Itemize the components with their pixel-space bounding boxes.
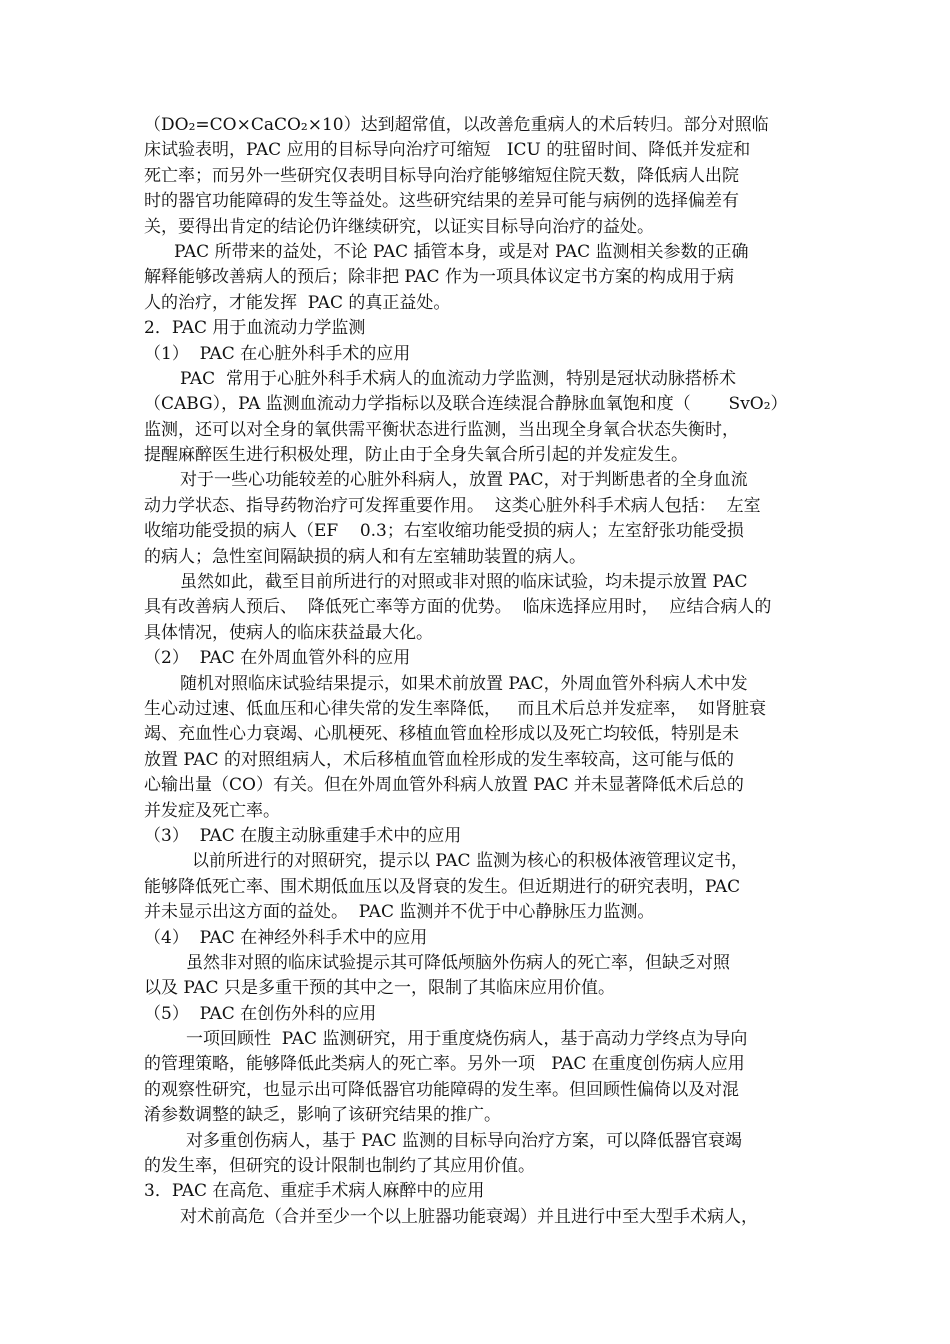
subsection-heading: （3） PAC 在腹主动脉重建手术中的应用: [144, 825, 462, 846]
text-line: 能够降低死亡率、围术期低血压以及肾衰的发生。但近期进行的研究表明，PAC: [144, 876, 741, 897]
text-line: 生心动过速、低血压和心律失常的发生率降低， 而且术后总并发症率， 如肾脏衰: [144, 698, 767, 719]
text-line: 死亡率；而另外一些研究仅表明目标导向治疗能够缩短住院天数，降低病人出院: [144, 165, 739, 186]
text-line: 放置 PAC 的对照组病人，术后移植血管血栓形成的发生率较高，这可能与低的: [144, 749, 734, 770]
text-line: PAC 所带来的益处，不论 PAC 插管本身，或是对 PAC 监测相关参数的正确: [174, 241, 749, 262]
subsection-heading: （1） PAC 在心脏外科手术的应用: [144, 343, 411, 364]
text-line: 竭、充血性心力衰竭、心肌梗死、移植血管血栓形成以及死亡均较低，特别是未: [144, 724, 739, 745]
text-line: 并发症及死亡率。: [144, 800, 280, 821]
text-line: （CABG），PA 监测血流动力学指标以及联合连续混合静脉血氧饱和度（ SvO₂）: [144, 394, 788, 415]
text-line: 的观察性研究，也显示出可降低器官功能障碍的发生率。但回顾性偏倚以及对混: [144, 1079, 739, 1100]
text-line: 解释能够改善病人的预后；除非把 PAC 作为一项具体议定书方案的构成用于病: [144, 267, 734, 288]
text-line: 对于一些心功能较差的心脏外科病人，放置 PAC，对于判断患者的全身血流: [180, 470, 748, 491]
text-line: 对多重创伤病人，基于 PAC 监测的目标导向治疗方案，可以降低器官衰竭: [186, 1130, 742, 1151]
text-line: 的管理策略，能够降低此类病人的死亡率。另外一项 PAC 在重度创伤病人应用: [144, 1054, 745, 1075]
text-line: PAC 常用于心脏外科手术病人的血流动力学监测，特别是冠状动脉搭桥术: [180, 368, 736, 389]
text-line: （DO₂=CO×CaCO₂×10）达到超常值，以改善危重病人的术后转归。部分对照临: [144, 115, 769, 135]
section-heading: 2．PAC 用于血流动力学监测: [144, 318, 366, 339]
subsection-heading: （5） PAC 在创伤外科的应用: [144, 1003, 377, 1024]
text-line: 时的器官功能障碍的发生等益处。这些研究结果的差异可能与病例的选择偏差有: [144, 191, 739, 212]
text-line: 具有改善病人预后、 降低死亡率等方面的优势。 临床选择应用时， 应结合病人的: [144, 597, 772, 618]
text-line: 淆参数调整的缺乏，影响了该研究结果的推广。: [144, 1105, 501, 1126]
text-line: 以及 PAC 只是多重干预的其中之一，限制了其临床应用价值。: [144, 978, 615, 999]
subsection-heading: （2） PAC 在外周血管外科的应用: [144, 648, 411, 669]
text-line: 床试验表明，PAC 应用的目标导向治疗可缩短 ICU 的驻留时间、降低并发症和: [144, 140, 751, 161]
text-line: 对术前高危（合并至少一个以上脏器功能衰竭）并且进行中至大型手术病人，: [180, 1206, 758, 1227]
text-line: 收缩功能受损的病人（EF 0.3；右室收缩功能受损的病人；左室舒张功能受损: [144, 521, 744, 542]
text-line: 一项回顾性 PAC 监测研究，用于重度烧伤病人，基于高动力学终点为导向: [186, 1029, 748, 1050]
text-line: 并未显示出这方面的益处。 PAC 监测并不优于中心静脉压力监测。: [144, 902, 655, 923]
text-line: 提醒麻醉医生进行积极处理，防止由于全身失氧合所引起的并发症发生。: [144, 445, 688, 466]
text-line: 监测，还可以对全身的氧供需平衡状态进行监测，当出现全身氧合状态失衡时，: [144, 419, 739, 440]
text-line: 人的治疗，才能发挥 PAC 的真正益处。: [144, 292, 451, 313]
text-line: 的发生率，但研究的设计限制也制约了其应用价值。: [144, 1156, 535, 1177]
text-line: 具体情况，使病人的临床获益最大化。: [144, 622, 433, 643]
section-heading: 3．PAC 在高危、重症手术病人麻醉中的应用: [144, 1181, 485, 1202]
text-line: 动力学状态、指导药物治疗可发挥重要作用。 这类心脏外科手术病人包括： 左室: [144, 495, 761, 516]
text-line: 以前所进行的对照研究，提示以 PAC 监测为核心的积极体液管理议定书，: [192, 851, 748, 872]
text-line: 的病人；急性室间隔缺损的病人和有左室辅助装置的病人。: [144, 546, 586, 567]
subsection-heading: （4） PAC 在神经外科手术中的应用: [144, 927, 428, 948]
text-line: 虽然非对照的临床试验提示其可降低颅脑外伤病人的死亡率，但缺乏对照: [186, 952, 730, 973]
text-line: 虽然如此，截至目前所进行的对照或非对照的临床试验，均未提示放置 PAC: [180, 572, 748, 593]
text-line: 关，要得出肯定的结论仍许继续研究，以证实目标导向治疗的益处。: [144, 216, 654, 237]
text-line: 随机对照临床试验结果提示，如果术前放置 PAC，外周血管外科病人术中发: [180, 673, 748, 694]
document-page: [144, 113, 812, 1230]
text-line: 心输出量（CO）有关。但在外周血管外科病人放置 PAC 并未显著降低术后总的: [144, 775, 744, 796]
